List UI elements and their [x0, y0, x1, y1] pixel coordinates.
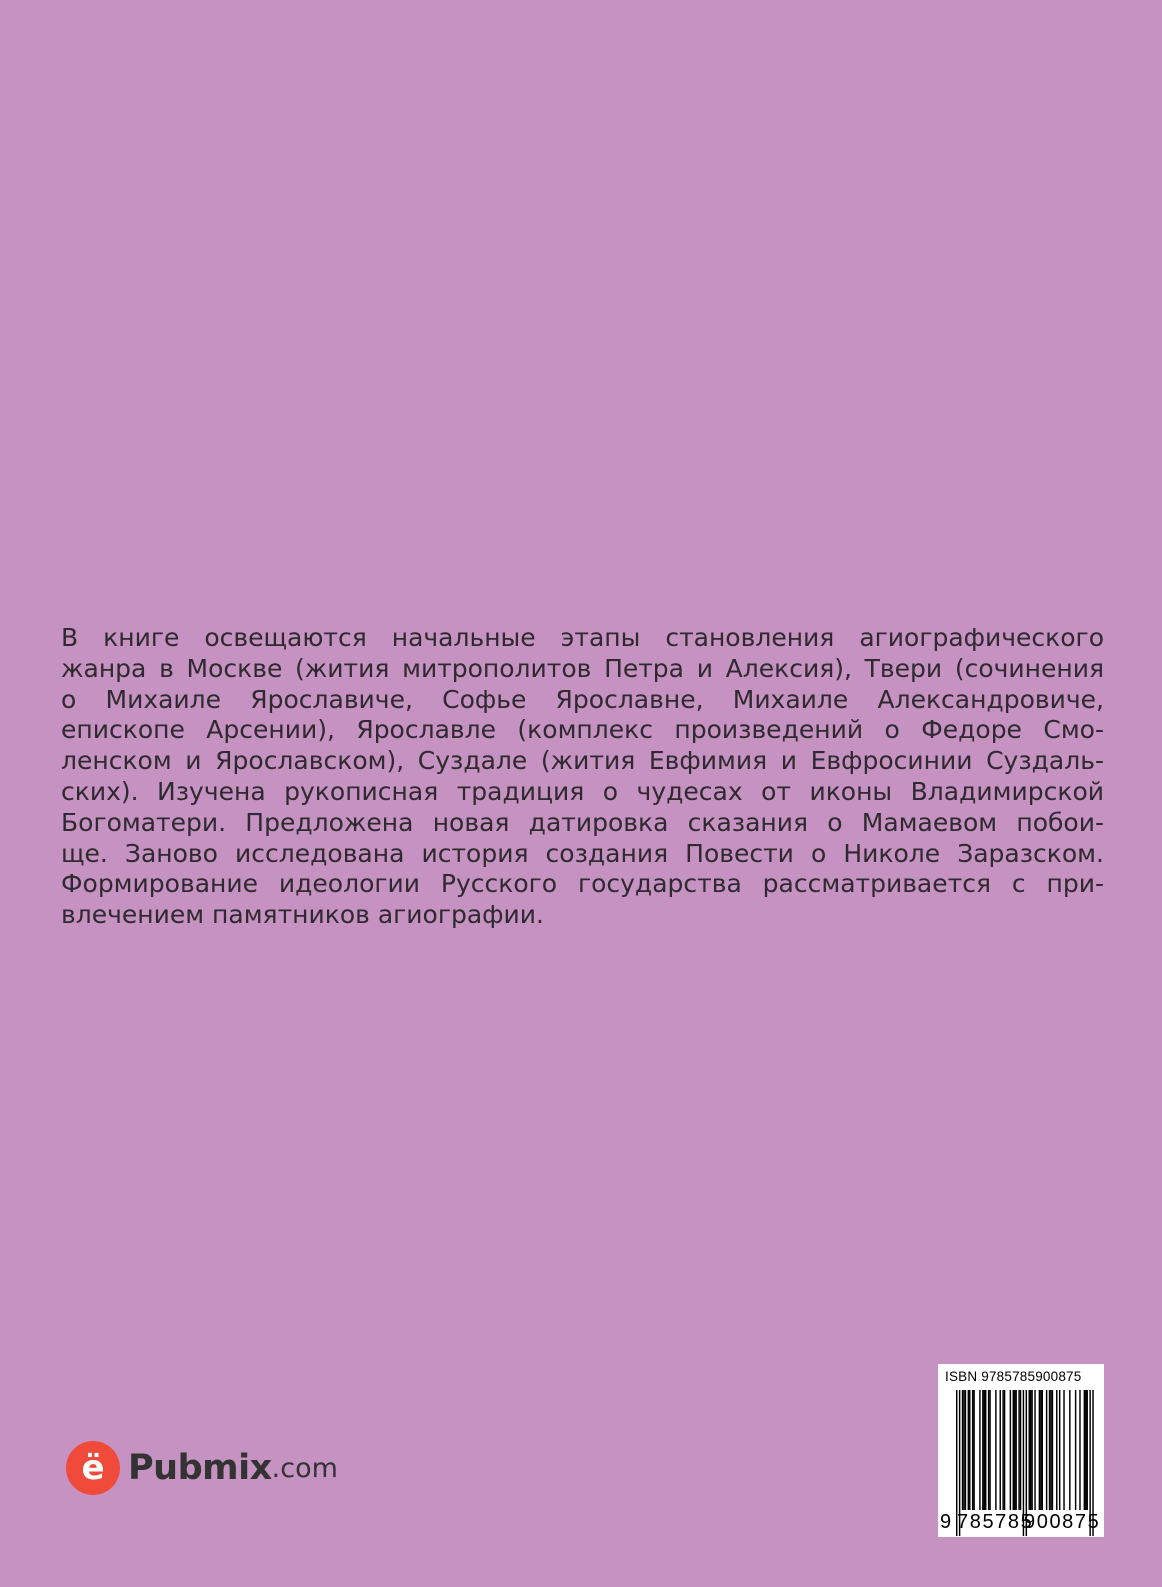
description-line: епископе Арсении), Ярославле (комплекс произведений о Федоре Смо- [61, 715, 1104, 745]
barcode-digit-first: 9 [940, 1511, 952, 1533]
barcode-bar [1013, 1390, 1014, 1510]
description-line: Богоматери. Предложена новая датировка сказания о Мамаевом побои- [61, 807, 1104, 837]
description-line: ских). Изучена рукописная традиция о чудесах от иконы Владимирской [61, 776, 1104, 806]
isbn-barcode [938, 1364, 1104, 1537]
description-line: В книге освещаются начальные этапы становления агиографического [61, 623, 1104, 652]
barcode-bar [1059, 1390, 1060, 1510]
barcode-bar [1084, 1390, 1085, 1510]
barcode-bar [969, 1390, 970, 1510]
description-line: ще. Заново исследована история создания Повести о Николе Заразском. [61, 838, 1104, 868]
barcode-bar [1049, 1390, 1050, 1510]
publisher-logo-icon: ё [66, 1441, 120, 1495]
barcode-bar [963, 1390, 964, 1510]
barcode-bar [1040, 1390, 1041, 1510]
barcode-bar [1052, 1390, 1053, 1510]
barcode-bar [1000, 1390, 1001, 1510]
description-line: жанра в Москве (жития митрополитов Петра и Алексия), Твери (сочинения [61, 653, 1104, 683]
description-line: Формирование идеологии Русского государства рассматривается с при- [61, 869, 1104, 899]
barcode-bar [1085, 1390, 1086, 1510]
barcode-bar [1046, 1390, 1047, 1510]
barcode-bar [1029, 1390, 1030, 1510]
barcode-bar [1015, 1390, 1016, 1510]
barcode-bar [1018, 1390, 1019, 1510]
description-line: ленском и Ярославском), Суздале (жития Евфимия и Евфросинии Суздаль- [61, 746, 1104, 776]
barcode-bar [1014, 1390, 1015, 1510]
barcode-bar [1039, 1390, 1040, 1510]
barcode-bar [962, 1390, 963, 1510]
barcode-bar [1002, 1390, 1003, 1510]
barcode-bar [988, 1390, 989, 1510]
publisher-domain: .com [271, 1452, 338, 1484]
barcode-bar [968, 1390, 969, 1510]
barcode-digits-right: 900875 [1024, 1511, 1101, 1533]
barcode-bar [1020, 1390, 1021, 1510]
publisher-logo [66, 1440, 338, 1496]
barcode-digits-left: 785785 [957, 1511, 1034, 1533]
barcode-bar [984, 1390, 985, 1510]
barcode-bar [1056, 1390, 1057, 1510]
publisher-name: Pubmix [128, 1448, 272, 1488]
barcode-bar [982, 1390, 983, 1510]
barcode-bar [995, 1390, 996, 1510]
barcode-bar [985, 1390, 986, 1510]
book-description [61, 623, 1104, 931]
description-line: о Михаиле Ярославиче, Софье Ярославне, Михаиле Александровиче, [61, 684, 1104, 714]
barcode-bar [1031, 1390, 1032, 1510]
barcode-bar [1030, 1390, 1031, 1510]
isbn-label: ISBN 9785785900875 [945, 1369, 1082, 1384]
barcode-bar [1063, 1390, 1064, 1510]
barcode-bar [979, 1390, 980, 1510]
barcode-digits [938, 1508, 1104, 1536]
barcode-bar [1079, 1390, 1080, 1510]
description-line: влечением памятников агиографии. [61, 900, 544, 930]
barcode-bar [972, 1390, 973, 1510]
barcode-bar [965, 1390, 966, 1510]
barcode-bar [1042, 1390, 1043, 1510]
barcode-bar [1075, 1390, 1076, 1510]
barcode-bar [1087, 1390, 1088, 1510]
barcode-bar [1010, 1390, 1011, 1510]
barcode-bar [1050, 1390, 1051, 1510]
barcode-bar [1069, 1390, 1070, 1510]
barcode-bar [1004, 1390, 1005, 1510]
barcode-bar [1034, 1390, 1035, 1510]
barcode-bar [989, 1390, 990, 1510]
barcode-bar [973, 1390, 974, 1510]
